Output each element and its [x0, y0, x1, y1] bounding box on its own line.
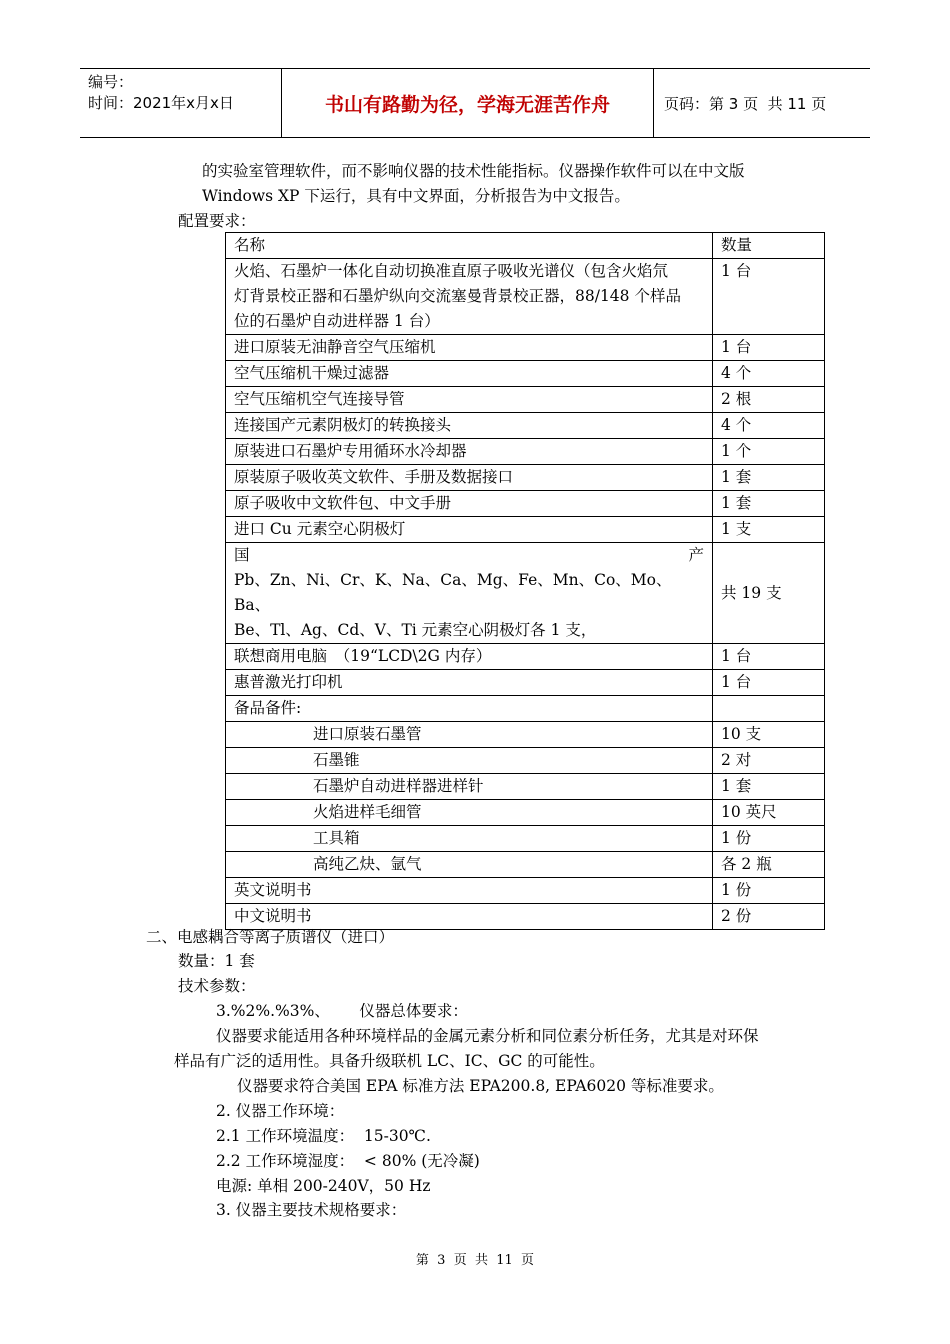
quantity-line: 数量：1 套 — [178, 952, 255, 970]
item-name-cell — [226, 543, 713, 644]
item-qty-cell: 1 套 — [713, 774, 825, 800]
item-name-cell: 原子吸收中文软件包、中文手册 — [226, 491, 713, 517]
item-name-cell: 进口原装石墨管 — [226, 722, 713, 748]
item-name-cell: 石墨锥 — [226, 748, 713, 774]
table-row — [226, 387, 825, 413]
item-qty-cell: 4 个 — [713, 413, 825, 439]
item-qty-cell: 1 台 — [713, 644, 825, 670]
tech-params-label: 技术参数： — [178, 977, 256, 995]
doc-number-label: 编号： — [88, 73, 134, 91]
page-footer: 第 3 页 共 11 页 — [415, 1253, 535, 1268]
requirement-line-2: 样品有广泛的适用性。具备升级联机 LC、IC、GC 的可能性。 — [174, 1052, 605, 1070]
item-name-line: 火焰、石墨炉一体化自动切换准直原子吸收光谱仪（包含火焰氘 — [234, 262, 669, 280]
table-header-row — [226, 233, 825, 259]
item-name-cell: 英文说明书 — [226, 878, 713, 904]
table-row — [226, 465, 825, 491]
item-qty-cell: 1 份 — [713, 878, 825, 904]
doc-time-label: 时间：2021年x月x日 — [88, 94, 234, 112]
item-qty-cell: 2 份 — [713, 904, 825, 930]
item-name-cell: 石墨炉自动进样器进样针 — [226, 774, 713, 800]
environment-temperature: 2.1 工作环境温度： 15-30℃. — [216, 1127, 431, 1145]
table-row — [226, 670, 825, 696]
config-label: 配置要求： — [178, 212, 256, 230]
item-qty-cell: 各 2 瓶 — [713, 852, 825, 878]
table-row — [226, 722, 825, 748]
item-qty-cell: 1 套 — [713, 465, 825, 491]
item-qty-cell: 1 个 — [713, 439, 825, 465]
item-qty-cell: 共 19 支 — [713, 543, 825, 644]
table-row — [226, 413, 825, 439]
item-qty-cell: 10 英尺 — [713, 800, 825, 826]
item-name-cell: 空气压缩机干燥过滤器 — [226, 361, 713, 387]
table-row — [226, 259, 825, 335]
table-row — [226, 800, 825, 826]
item-name-fragment: 产 — [688, 546, 704, 564]
item-qty-cell: 1 份 — [713, 826, 825, 852]
item-name-cell: 惠普激光打印机 — [226, 670, 713, 696]
table-row — [226, 439, 825, 465]
intro-line-2: Windows XP 下运行，具有中文界面，分析报告为中文报告。 — [202, 187, 630, 205]
item-name-cell: 连接国产元素阴极灯的转换接头 — [226, 413, 713, 439]
item-qty-cell — [713, 696, 825, 722]
item-name-cell: 原装进口石墨炉专用循环水冷却器 — [226, 439, 713, 465]
table-row — [226, 517, 825, 543]
item-qty-cell: 1 台 — [713, 259, 825, 335]
item-qty-cell: 4 个 — [713, 361, 825, 387]
header-qty-cell: 数量 — [713, 233, 825, 259]
table-row — [226, 748, 825, 774]
specs-heading: 3. 仪器主要技术规格要求： — [216, 1201, 407, 1219]
table-row — [226, 335, 825, 361]
item-qty-cell: 10 支 — [713, 722, 825, 748]
item-qty-cell: 2 根 — [713, 387, 825, 413]
item-name-cell: 备品备件: — [226, 696, 713, 722]
item-name-cell: 工具箱 — [226, 826, 713, 852]
item-name-line: Pb、Zn、Ni、Cr、K、Na、Ca、Mg、Fe、Mn、Co、Mo、Ba、 — [234, 571, 672, 614]
requirement-line-1: 仪器要求能适用各种环境样品的金属元素分析和同位素分析任务，尤其是对环保 — [216, 1027, 759, 1045]
item-name-cell: 进口 Cu 元素空心阴极灯 — [226, 517, 713, 543]
item-name-cell: 中文说明书 — [226, 904, 713, 930]
item-name-line — [234, 543, 704, 568]
item-qty-cell: 1 套 — [713, 491, 825, 517]
power-supply-line: 电源: 单相 200-240V，50 Hz — [216, 1177, 431, 1195]
item-qty-cell: 2 对 — [713, 748, 825, 774]
table-row — [226, 491, 825, 517]
item-qty-cell: 1 台 — [713, 335, 825, 361]
item-name-line: Be、Tl、Ag、Cd、V、Ti 元素空心阴极灯各 1 支， — [234, 621, 597, 639]
page-info-text: 页码：第 3 页 共 11 页 — [664, 94, 827, 113]
environment-humidity: 2.2 工作环境湿度： < 80% (无冷凝) — [216, 1152, 480, 1170]
item-name-line: 位的石墨炉自动进样器 1 台） — [234, 312, 440, 330]
item-qty-cell: 1 台 — [713, 670, 825, 696]
table-row — [226, 774, 825, 800]
table-row — [226, 826, 825, 852]
table-row — [226, 644, 825, 670]
header-motto — [282, 69, 654, 137]
item-name-cell: 空气压缩机空气连接导管 — [226, 387, 713, 413]
table-row — [226, 361, 825, 387]
item-name-cell: 火焰进样毛细管 — [226, 800, 713, 826]
config-table — [225, 232, 825, 930]
table-row — [226, 852, 825, 878]
table-row — [226, 904, 825, 930]
item-name-cell: 联想商用电脑 （19“LCD\2G 内存） — [226, 644, 713, 670]
table-row — [226, 878, 825, 904]
item-name-cell: 高纯乙炔、氩气 — [226, 852, 713, 878]
environment-heading: 2. 仪器工作环境： — [216, 1102, 345, 1120]
item-name-cell: 进口原装无油静音空气压缩机 — [226, 335, 713, 361]
section-2-title: 二、电感耦合等离子质谱仪（进口） — [146, 928, 395, 946]
item-name-fragment: 国 — [234, 546, 250, 564]
table-row — [226, 696, 825, 722]
header-name-cell: 名称 — [226, 233, 713, 259]
header-page-info — [654, 69, 870, 137]
overall-requirements-heading: 3.%2%.%3%、 仪器总体要求： — [216, 1002, 468, 1020]
table-row — [226, 543, 825, 644]
epa-standard-line: 仪器要求符合美国 EPA 标准方法 EPA200.8, EPA6020 等标准要求。 — [237, 1077, 724, 1095]
intro-line-1: 的实验室管理软件，而不影响仪器的技术性能指标。仪器操作软件可以在中文版 — [202, 162, 745, 180]
item-name-cell: 原装原子吸收英文软件、手册及数据接口 — [226, 465, 713, 491]
item-name-cell — [226, 259, 713, 335]
header-meta — [80, 69, 282, 137]
item-qty-cell: 1 支 — [713, 517, 825, 543]
item-name-line: 灯背景校正器和石墨炉纵向交流塞曼背景校正器，88/148 个样品 — [234, 287, 681, 305]
page-header — [80, 68, 870, 138]
motto-text: 书山有路勤为径，学海无涯苦作舟 — [324, 93, 610, 116]
